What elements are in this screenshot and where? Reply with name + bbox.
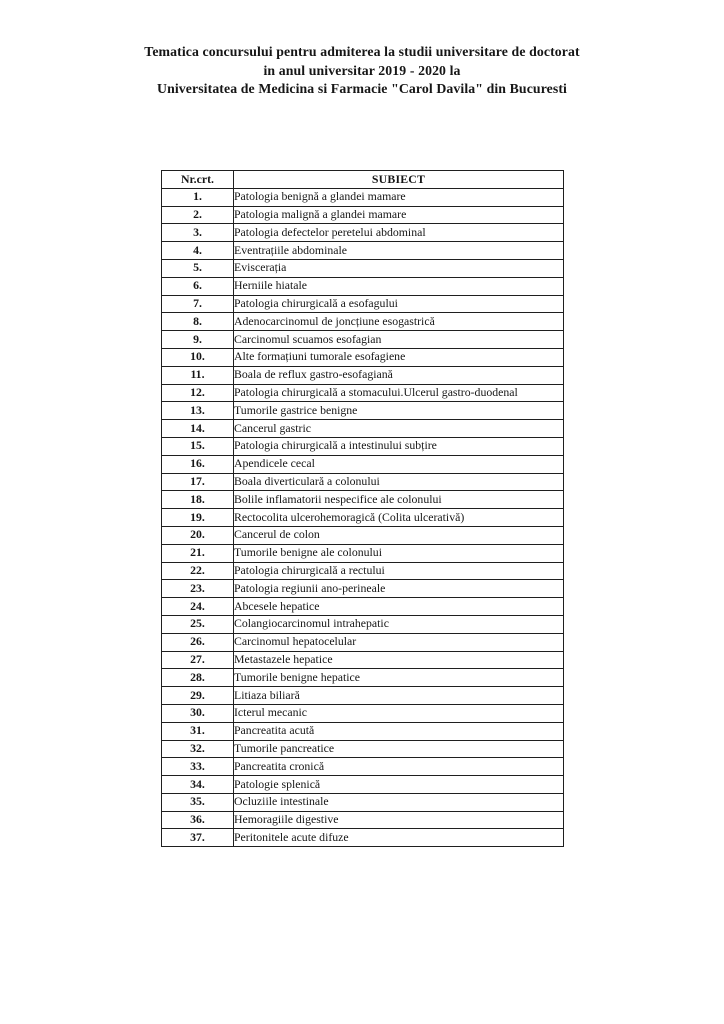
row-number: 20.	[162, 526, 234, 544]
row-subject: Bolile inflamatorii nespecifice ale colonului	[234, 491, 564, 509]
table-row	[162, 704, 564, 722]
row-number: 37.	[162, 829, 234, 847]
row-subject: Patologia chirurgicală a intestinului subțire	[234, 437, 564, 455]
row-number: 27.	[162, 651, 234, 669]
subject-table-body	[162, 188, 564, 846]
row-number: 26.	[162, 633, 234, 651]
title-line-3: Universitatea de Medicina si Farmacie "Carol Davila" din Bucuresti	[157, 81, 567, 96]
row-subject: Patologia chirurgicală a stomacului.Ulcerul gastro-duodenal	[234, 384, 564, 402]
table-row	[162, 669, 564, 687]
row-number: 16.	[162, 455, 234, 473]
row-subject: Boala diverticulară a colonului	[234, 473, 564, 491]
title-line-2: in anul universitar 2019 - 2020 la	[263, 62, 461, 78]
table-row	[162, 331, 564, 349]
table-row	[162, 598, 564, 616]
subject-table-head	[162, 171, 564, 189]
row-subject: Metastazele hepatice	[234, 651, 564, 669]
table-row	[162, 615, 564, 633]
row-number: 5.	[162, 259, 234, 277]
row-number: 8.	[162, 313, 234, 331]
row-subject: Hemoragiile digestive	[234, 811, 564, 829]
row-number: 35.	[162, 793, 234, 811]
row-number: 19.	[162, 509, 234, 527]
row-number: 15.	[162, 437, 234, 455]
row-subject: Pancreatita cronică	[234, 758, 564, 776]
row-number: 3.	[162, 224, 234, 242]
table-row	[162, 295, 564, 313]
table-row	[162, 651, 564, 669]
table-row	[162, 437, 564, 455]
table-row	[162, 509, 564, 527]
row-subject: Boala de reflux gastro-esofagiană	[234, 366, 564, 384]
row-subject: Peritonitele acute difuze	[234, 829, 564, 847]
table-row	[162, 526, 564, 544]
table-row	[162, 402, 564, 420]
row-subject: Rectocolita ulcerohemoragică (Colita ulcerativă)	[234, 509, 564, 527]
table-row	[162, 313, 564, 331]
row-number: 14.	[162, 420, 234, 438]
table-row	[162, 544, 564, 562]
row-subject: Cancerul gastric	[234, 420, 564, 438]
row-number: 9.	[162, 331, 234, 349]
table-row	[162, 206, 564, 224]
table-row	[162, 242, 564, 260]
row-subject: Patologia chirurgicală a rectului	[234, 562, 564, 580]
table-row	[162, 829, 564, 847]
row-subject: Tumorile gastrice benigne	[234, 402, 564, 420]
header-nr-crt: Nr.crt.	[162, 171, 234, 189]
row-number: 31.	[162, 722, 234, 740]
row-number: 2.	[162, 206, 234, 224]
table-row	[162, 633, 564, 651]
row-number: 36.	[162, 811, 234, 829]
row-subject: Eventrațiile abdominale	[234, 242, 564, 260]
row-subject: Eviscerația	[234, 259, 564, 277]
row-number: 30.	[162, 704, 234, 722]
row-number: 21.	[162, 544, 234, 562]
row-number: 33.	[162, 758, 234, 776]
table-row	[162, 188, 564, 206]
table-row	[162, 420, 564, 438]
row-number: 13.	[162, 402, 234, 420]
table-row	[162, 793, 564, 811]
row-number: 22.	[162, 562, 234, 580]
row-subject: Colangiocarcinomul intrahepatic	[234, 615, 564, 633]
table-header-row	[162, 171, 564, 189]
table-row	[162, 722, 564, 740]
row-subject: Patologia defectelor peretelui abdominal	[234, 224, 564, 242]
row-number: 1.	[162, 188, 234, 206]
row-subject: Patologie splenică	[234, 776, 564, 794]
row-number: 32.	[162, 740, 234, 758]
row-subject: Adenocarcinomul de joncțiune esogastrică	[234, 313, 564, 331]
document-title	[0, 43, 724, 99]
row-number: 29.	[162, 687, 234, 705]
table-row	[162, 455, 564, 473]
subject-table	[161, 170, 564, 847]
row-number: 25.	[162, 615, 234, 633]
row-subject: Patologia regiunii ano-perineale	[234, 580, 564, 598]
row-subject: Carcinomul scuamos esofagian	[234, 331, 564, 349]
row-number: 23.	[162, 580, 234, 598]
row-subject: Apendicele cecal	[234, 455, 564, 473]
title-line-1: Tematica concursului pentru admiterea la studii universitare de doctorat	[144, 44, 580, 59]
table-row	[162, 758, 564, 776]
row-number: 7.	[162, 295, 234, 313]
row-subject: Pancreatita acută	[234, 722, 564, 740]
table-row	[162, 562, 564, 580]
row-number: 6.	[162, 277, 234, 295]
row-number: 28.	[162, 669, 234, 687]
table-row	[162, 740, 564, 758]
row-subject: Abcesele hepatice	[234, 598, 564, 616]
row-subject: Patologia malignă a glandei mamare	[234, 206, 564, 224]
row-number: 17.	[162, 473, 234, 491]
table-row	[162, 687, 564, 705]
table-row	[162, 366, 564, 384]
row-subject: Tumorile benigne hepatice	[234, 669, 564, 687]
row-number: 4.	[162, 242, 234, 260]
row-subject: Alte formațiuni tumorale esofagiene	[234, 348, 564, 366]
row-subject: Tumorile benigne ale colonului	[234, 544, 564, 562]
row-subject: Carcinomul hepatocelular	[234, 633, 564, 651]
table-row	[162, 491, 564, 509]
row-number: 24.	[162, 598, 234, 616]
row-subject: Ocluziile intestinale	[234, 793, 564, 811]
table-row	[162, 348, 564, 366]
header-subiect: SUBIECT	[234, 171, 564, 189]
table-row	[162, 224, 564, 242]
table-row	[162, 259, 564, 277]
row-number: 11.	[162, 366, 234, 384]
table-row	[162, 776, 564, 794]
table-row	[162, 473, 564, 491]
table-row	[162, 811, 564, 829]
row-number: 12.	[162, 384, 234, 402]
table-row	[162, 277, 564, 295]
table-row	[162, 580, 564, 598]
row-subject: Icterul mecanic	[234, 704, 564, 722]
row-subject: Patologia benignă a glandei mamare	[234, 188, 564, 206]
row-subject: Litiaza biliară	[234, 687, 564, 705]
row-subject: Herniile hiatale	[234, 277, 564, 295]
row-number: 10.	[162, 348, 234, 366]
table-row	[162, 384, 564, 402]
row-number: 18.	[162, 491, 234, 509]
row-subject: Patologia chirurgicală a esofagului	[234, 295, 564, 313]
row-number: 34.	[162, 776, 234, 794]
row-subject: Tumorile pancreatice	[234, 740, 564, 758]
row-subject: Cancerul de colon	[234, 526, 564, 544]
